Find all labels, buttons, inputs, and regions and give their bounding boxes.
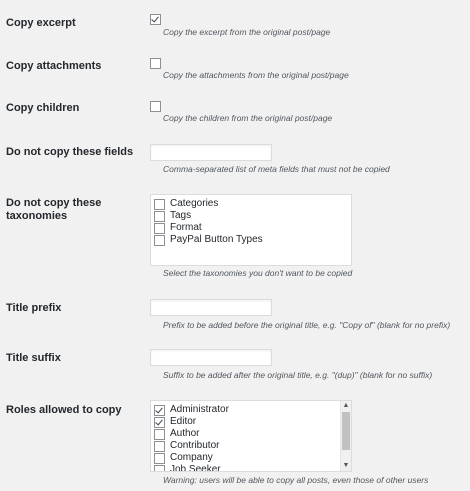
role-administrator-checkbox[interactable] bbox=[154, 405, 165, 416]
taxonomy-option-format[interactable] bbox=[154, 222, 340, 234]
title-prefix-label: Title prefix bbox=[6, 302, 62, 314]
copy-attachments-checkbox[interactable] bbox=[150, 58, 161, 69]
role-option-job-seeker[interactable] bbox=[154, 464, 340, 472]
roles-allowed-label: Roles allowed to copy bbox=[6, 404, 122, 416]
role-contributor-checkbox[interactable] bbox=[154, 441, 165, 452]
role-editor-checkbox[interactable] bbox=[154, 417, 165, 428]
taxonomies-listbox[interactable] bbox=[150, 194, 352, 266]
title-suffix-description: Suffix to be added after the original title, e.g. "(dup)" (blank for no suffix) bbox=[163, 370, 433, 380]
roles-listbox-scroll-thumb[interactable] bbox=[342, 412, 350, 450]
copy-children-label: Copy children bbox=[6, 102, 80, 114]
title-suffix-input[interactable] bbox=[150, 349, 272, 366]
role-editor-label: Editor bbox=[170, 416, 197, 427]
scroll-up-arrow-icon[interactable]: ▲ bbox=[342, 402, 350, 409]
copy-excerpt-label: Copy excerpt bbox=[6, 17, 76, 29]
do-not-copy-fields-input[interactable] bbox=[150, 144, 272, 161]
role-contributor-label: Contributor bbox=[170, 440, 220, 451]
do-not-copy-fields-label: Do not copy these fields bbox=[6, 146, 134, 158]
role-job-seeker-checkbox[interactable] bbox=[154, 465, 165, 472]
taxonomy-option-tags[interactable] bbox=[154, 210, 340, 222]
role-author-checkbox[interactable] bbox=[154, 429, 165, 440]
role-author-label: Author bbox=[170, 428, 200, 439]
roles-listbox[interactable] bbox=[150, 400, 352, 472]
do-not-copy-taxonomies-description: Select the taxonomies you don't want to be copied bbox=[163, 268, 353, 278]
role-option-editor[interactable] bbox=[154, 416, 340, 428]
do-not-copy-taxonomies-label bbox=[6, 197, 126, 223]
role-option-contributor[interactable] bbox=[154, 440, 340, 452]
role-administrator-label: Administrator bbox=[170, 404, 229, 415]
taxonomy-tags-checkbox[interactable] bbox=[154, 211, 165, 222]
role-company-checkbox[interactable] bbox=[154, 453, 165, 464]
title-prefix-description: Prefix to be added before the original title, e.g. "Copy of" (blank for no prefix) bbox=[163, 320, 451, 330]
copy-children-checkbox[interactable] bbox=[150, 101, 161, 112]
role-option-company[interactable] bbox=[154, 452, 340, 464]
taxonomy-format-checkbox[interactable] bbox=[154, 223, 165, 234]
taxonomy-option-paypal-button-types[interactable] bbox=[154, 234, 340, 246]
do-not-copy-taxonomies-label-line2: taxonomies bbox=[6, 210, 68, 222]
copy-attachments-label: Copy attachments bbox=[6, 60, 102, 72]
taxonomy-option-categories[interactable] bbox=[154, 198, 340, 210]
copy-excerpt-description: Copy the excerpt from the original post/page bbox=[163, 27, 331, 37]
taxonomy-paypal-button-types-checkbox[interactable] bbox=[154, 235, 165, 246]
title-prefix-input[interactable] bbox=[150, 299, 272, 316]
roles-allowed-warning: Warning: users will be able to copy all posts, even those of other users bbox=[163, 475, 429, 485]
do-not-copy-fields-description: Comma-separated list of meta fields that must not be copied bbox=[163, 164, 390, 174]
taxonomy-paypal-button-types-label: PayPal Button Types bbox=[170, 234, 263, 245]
copy-excerpt-checkbox[interactable] bbox=[150, 14, 161, 25]
taxonomy-tags-label: Tags bbox=[170, 210, 192, 221]
copy-children-description: Copy the children from the original post/page bbox=[163, 113, 333, 123]
taxonomy-format-label: Format bbox=[170, 222, 202, 233]
role-job-seeker-label: Job Seeker bbox=[170, 464, 221, 472]
do-not-copy-taxonomies-label-line1: Do not copy these bbox=[6, 197, 102, 209]
role-company-label: Company bbox=[170, 452, 213, 463]
copy-attachments-description: Copy the attachments from the original post/page bbox=[163, 70, 349, 80]
taxonomy-categories-label: Categories bbox=[170, 198, 219, 209]
title-suffix-label: Title suffix bbox=[6, 352, 61, 364]
scroll-down-arrow-icon[interactable]: ▼ bbox=[342, 462, 350, 469]
roles-listbox-scrollbar[interactable] bbox=[340, 401, 351, 471]
taxonomy-categories-checkbox[interactable] bbox=[154, 199, 165, 210]
role-option-author[interactable] bbox=[154, 428, 340, 440]
role-option-administrator[interactable] bbox=[154, 404, 340, 416]
